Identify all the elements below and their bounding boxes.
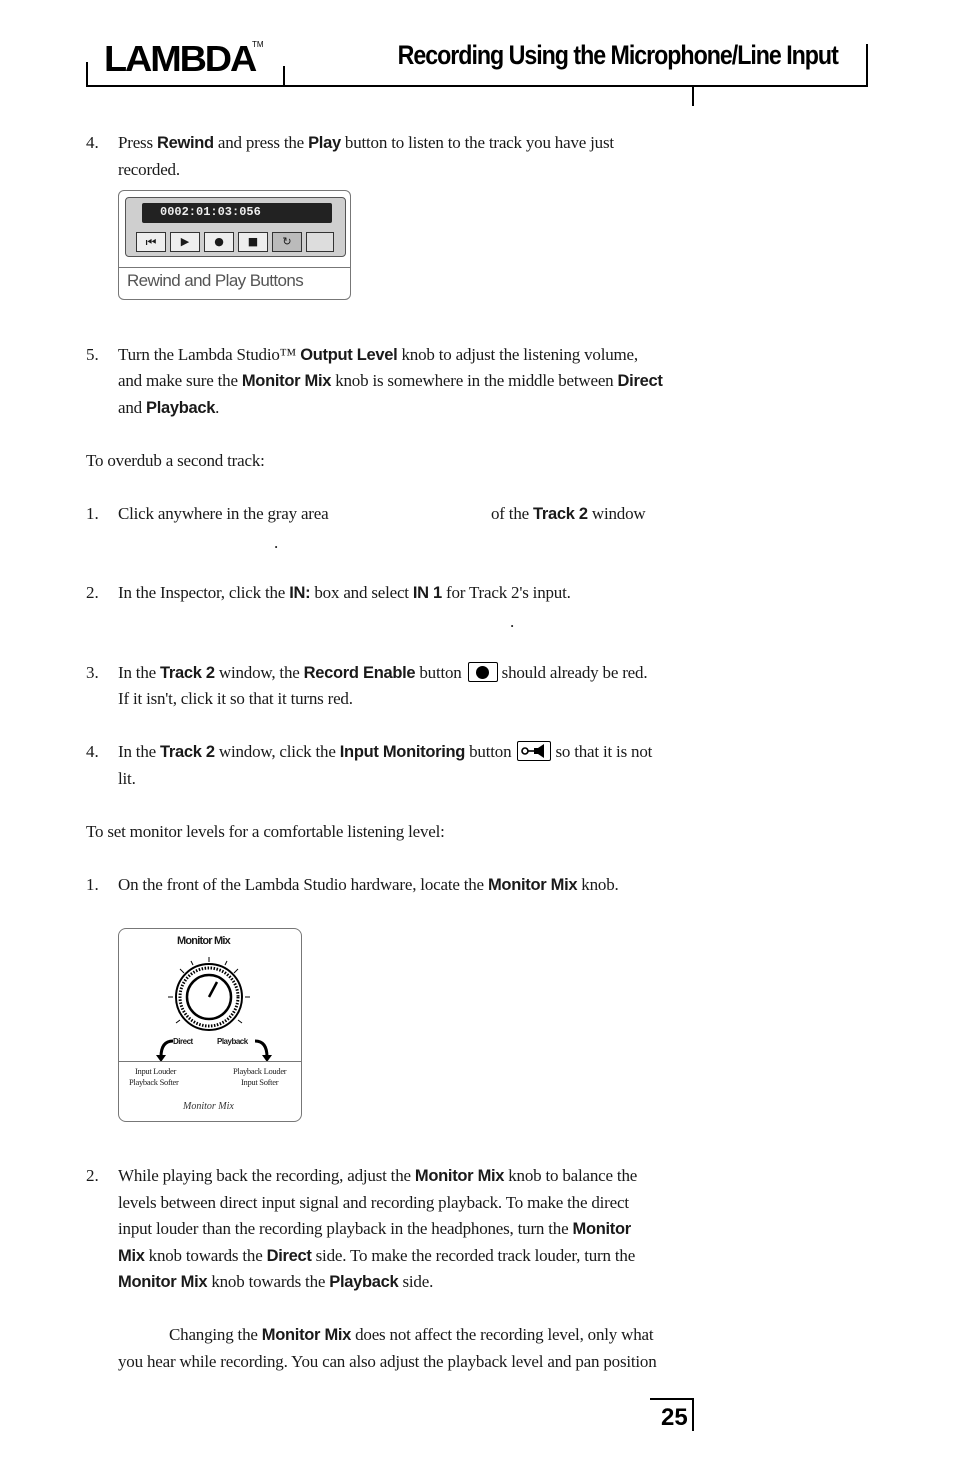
step-text-line: and Playback. — [118, 398, 220, 417]
playback-desc: Playback Louder Input Softer — [233, 1066, 287, 1087]
header-tick-left — [86, 62, 88, 86]
note-text-line: you hear while recording. You can also adjust the playback level and pan position — [118, 1352, 657, 1371]
monitor-mix-figure — [118, 928, 302, 1122]
step-number: 5. — [86, 345, 99, 364]
counter-display — [142, 203, 332, 223]
section-intro: To overdub a second track: — [86, 451, 265, 470]
header-tick-right — [866, 44, 868, 86]
step-text: While playing back the recording, adjust the Monitor Mix knob to balance the — [118, 1166, 638, 1185]
step-text: Press Rewind and press the Play button to listen to the track you have just — [118, 133, 614, 152]
input-monitoring-icon — [517, 741, 551, 761]
stray-mark: . — [274, 533, 279, 552]
figure-caption: Monitor Mix — [183, 1101, 234, 1112]
direct-desc: Input Louder Playback Softer — [129, 1066, 179, 1087]
step-text-line: Mix knob towards the Direct side. To make the recorded track louder, turn the — [118, 1246, 636, 1265]
step-number: 1. — [86, 875, 99, 894]
direct-label: Direct — [173, 1037, 193, 1046]
step-text: Turn the Lambda Studio™ Output Level knob to adjust the listening volume, — [118, 345, 638, 364]
step-number: 1. — [86, 504, 99, 523]
step-text-line: If it isn't, click it so that it turns red. — [118, 689, 353, 708]
loop-icon[interactable]: ↻ — [272, 232, 302, 252]
knob-title: Monitor Mix — [177, 935, 230, 947]
step-number: 3. — [86, 663, 99, 682]
footer-rule — [650, 1398, 693, 1400]
section-intro: To set monitor levels for a comfortable listening level: — [86, 822, 445, 841]
transport-buttons — [130, 230, 338, 252]
step-text-line: and make sure the Monitor Mix knob is somewhere in the middle between Direct — [118, 371, 663, 390]
step-text: of the Track 2 window — [491, 504, 646, 523]
step-number: 4. — [86, 742, 99, 761]
knob-icon — [159, 949, 259, 1049]
step-number: 2. — [86, 1166, 99, 1185]
counter-readout: 0002:01:03:056 — [160, 205, 261, 219]
step-text: On the front of the Lambda Studio hardware, locate the Monitor Mix knob. — [118, 875, 619, 894]
figure-caption: Rewind and Play Buttons — [127, 271, 304, 290]
header-tick-down — [692, 86, 694, 106]
playback-label: Playback — [217, 1037, 248, 1046]
lambda-logo: LAMBDA — [104, 38, 256, 79]
extra-icon[interactable] — [306, 232, 334, 252]
footer-tick — [692, 1398, 694, 1431]
note-text: Changing the Monitor Mix does not affect the recording level, only what — [169, 1325, 654, 1344]
step-text: In the Track 2 window, click the Input Monitoring button so that it is not — [118, 742, 653, 761]
stop-icon[interactable]: ■ — [238, 232, 268, 252]
record-icon[interactable]: ● — [204, 232, 234, 252]
play-icon[interactable]: ▶ — [170, 232, 200, 252]
step-number: 2. — [86, 583, 99, 602]
transport-figure — [118, 190, 351, 300]
step-number: 4. — [86, 133, 99, 152]
figure-divider — [119, 267, 350, 268]
page-number: 25 — [661, 1404, 688, 1431]
header-tick-mid — [283, 66, 285, 86]
step-text-line: recorded. — [118, 160, 180, 179]
step-text-line: lit. — [118, 769, 136, 788]
step-text: In the Track 2 window, the Record Enable button should already be red. — [118, 663, 648, 682]
figure-divider — [119, 1061, 301, 1062]
step-text-line: input louder than the recording playback in the headphones, turn the Monitor — [118, 1219, 631, 1238]
step-text: In the Inspector, click the IN: box and select IN 1 for Track 2's input. — [118, 583, 571, 602]
rewind-icon[interactable]: ⏮ — [136, 232, 166, 252]
step-text-line: levels between direct input signal and recording playback. To make the direct — [118, 1193, 629, 1212]
record-enable-icon — [468, 662, 498, 682]
step-text: Click anywhere in the gray area — [118, 504, 329, 523]
trademark-mark: TM — [252, 40, 264, 49]
transport-panel — [125, 197, 346, 257]
page-title: Recording Using the Microphone/Line Input — [397, 40, 838, 70]
stray-mark: . — [510, 612, 515, 631]
step-text-line: Monitor Mix knob towards the Playback side. — [118, 1272, 434, 1291]
playback-arrow-icon — [251, 1037, 273, 1063]
header-rule — [86, 85, 868, 87]
